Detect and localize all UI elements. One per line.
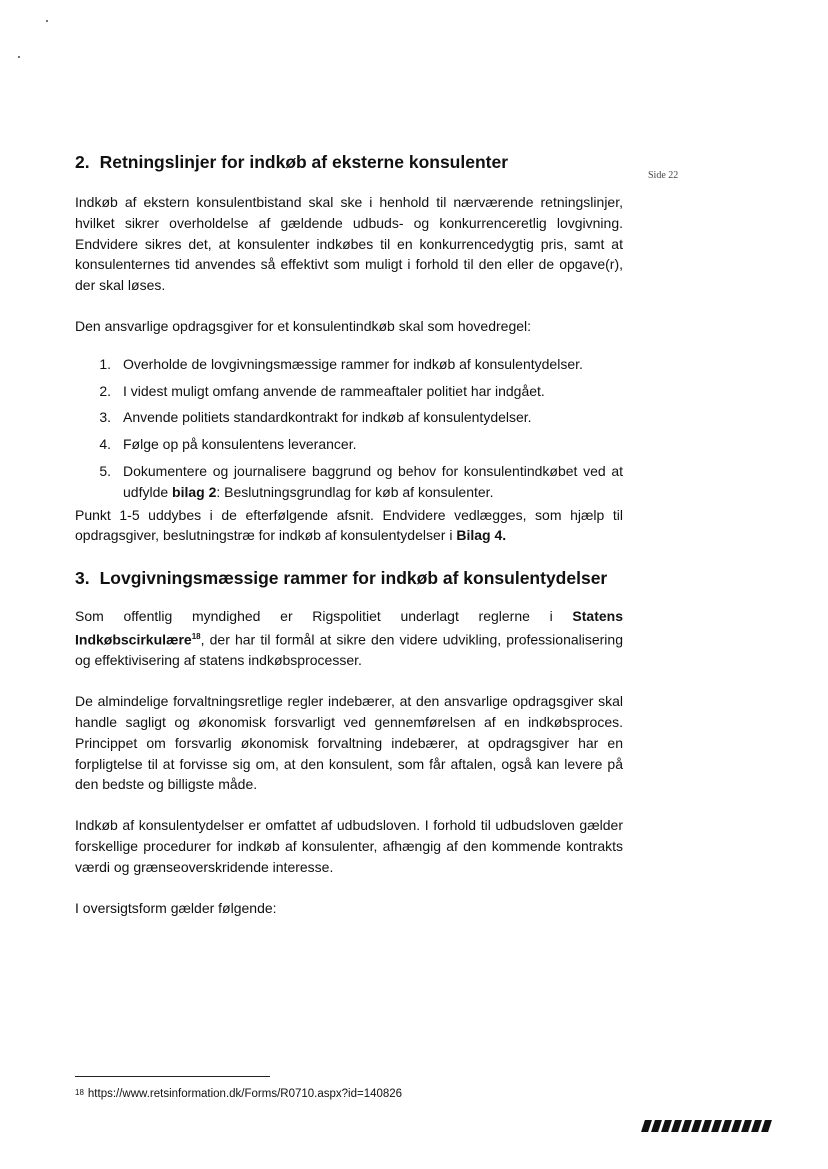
- section-3-heading: [75, 566, 623, 590]
- section-3-paragraph-4: I oversigtsform gælder følgende:: [75, 899, 277, 916]
- list-item: 4. Følge op på konsulentens leverancer.: [99, 436, 357, 453]
- barcode-icon: [643, 1107, 779, 1133]
- bilag-4-reference: Bilag 4.: [456, 527, 507, 544]
- section-3-number: 3.: [75, 568, 90, 589]
- statens-indkobscirkulaere: Statens Indkøbscirkulære: [75, 608, 623, 648]
- section-3-paragraph-3: Indkøb af konsulentydelser er omfattet af udbudsloven. I forhold til udbudsloven gælder forskellige procedurer for indkøb af konsulenter, afhængig af den kommende kontrakts værdi og grænseoverskridende interesse.: [75, 817, 623, 875]
- list-item: 5. Dokumentere og journalisere baggrund og behov for konsulentindkøbet ved at udfylde bilag 2: Beslutningsgrundlag for køb af konsulenter.: [99, 462, 623, 500]
- page-number: Side 22: [648, 170, 679, 181]
- footnote: [75, 1088, 402, 1100]
- list-item: 1. Overholde de lovgivningsmæssige rammer for indkøb af konsulentydelser.: [99, 355, 583, 372]
- section-3-title: Lovgivningsmæssige rammer for indkøb af konsulentydelser: [99, 568, 608, 589]
- requirements-list: [75, 354, 623, 503]
- footnote-number: 18: [75, 1088, 84, 1097]
- section-2-title: Retningslinjer for indkøb af eksterne konsulenter: [99, 152, 509, 172]
- list-item: 2. I videst muligt omfang anvende de rammeaftaler politiet har indgået.: [99, 382, 545, 399]
- scan-speck: [46, 20, 48, 22]
- section-2-number: 2.: [75, 152, 90, 172]
- footnote-marker: 18: [191, 631, 201, 641]
- section-2-paragraph-1: Indkøb af ekstern konsulentbistand skal ske i henhold til nærværende retningslinjer, hvilket sikrer overholdelse af gældende udbuds- og konkurrenceretlig lovgivning. Endvidere sikres det, at konsulenter indkøbes til en konkurrencedygtig pris, samt at konsulenternes tid anvendes så effektivt som muligt i forhold til den eller de opgave(r), der skal løses.: [75, 194, 623, 294]
- section-3-paragraph-1: Som offentlig myndighed er Rigspolitiet underlagt reglerne i Statens Indkøbscirkulære$^{18}$, der har til formål at sikre den videre udvikling, professionalisering og effektivisering af statens indkøbsprocesser.: [75, 608, 623, 669]
- section-2-paragraph-2: Den ansvarlige opdragsgiver for et konsulentindkøb skal som hovedregel:: [75, 317, 532, 334]
- section-2-paragraph-3: Punkt 1-5 uddybes i de efterfølgende afsnit. Endvidere vedlægges, som hjælp til opdragsgiver, beslutningstræ for indkøb af konsulentydelser i Bilag 4.: [75, 506, 623, 544]
- list-item: 3. Anvende politiets standardkontrakt for indkøb af konsulentydelser.: [99, 409, 532, 426]
- main-content: [75, 150, 623, 918]
- footnote-divider: [75, 1076, 270, 1077]
- section-3-paragraph-2: De almindelige forvaltningsretlige regler indebærer, at den ansvarlige opdragsgiver skal handle sagligt og økonomisk forsvarligt ved gennemførelsen af en indkøbsproces. Princippet om forsvarlig økonomisk forvaltning indebærer, at opdragsgiver har en forpligtelse til at forvisse sig om, at den konsulent, som får aftalen, også kan levere på den bedste og billigste måde.: [75, 693, 623, 793]
- bilag-2-reference: bilag 2: [172, 483, 217, 500]
- scan-speck: [18, 56, 20, 58]
- footnote-link[interactable]: https://www.retsinformation.dk/Forms/R0710.aspx?id=140826: [87, 1088, 403, 1100]
- section-2-heading: [75, 150, 623, 174]
